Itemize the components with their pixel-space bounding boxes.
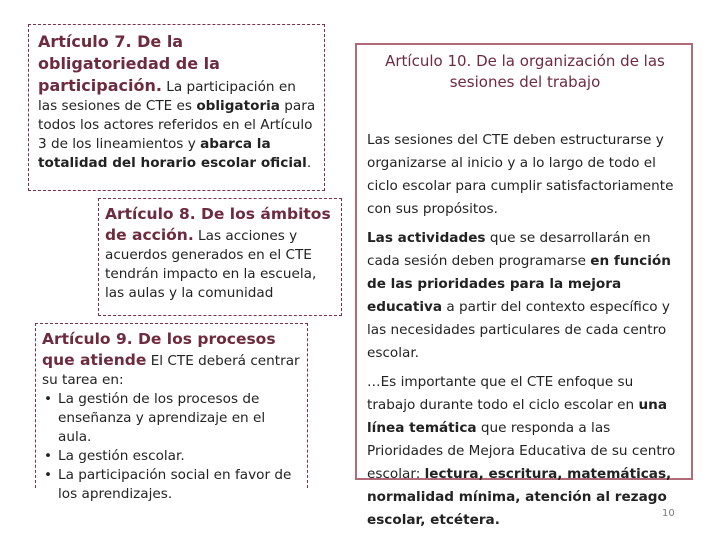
article-7-text-2: para todos los actores referidos en el Artículo 3 de los lineamientos y [38, 98, 316, 152]
article-10-paragraph-1: Las sesiones del CTE deben estructurarse y organizarse al inicio y a lo largo de todo el ciclo escolar para cumplir satisfactoriamente con sus propósitos. [367, 132, 674, 217]
article-7-bold-1: obligatoria [196, 98, 280, 114]
article-10-p3-text-2: que responda a las Prioridades de Mejora Educativa de su centro escolar: [367, 420, 676, 482]
article-10-p2-text-1: que se desarrollarán en cada sesión deben programarse [367, 230, 651, 269]
article-7-title: Artículo 7. De la obligatoriedad de la participación. [38, 32, 220, 95]
article-10-p3-bold-1: una línea temática [367, 397, 668, 436]
article-9-text [42, 329, 301, 390]
article-7-text-1: La participación en las sesiones de CTE es [38, 79, 296, 114]
list-item: • La gestión escolar. [42, 447, 301, 466]
article-9-intro: El CTE deberá centrar su tarea en: [42, 353, 300, 388]
article-8-box [98, 198, 342, 316]
article-8-title: Artículo 8. De los ámbitos de acción. [105, 205, 331, 244]
article-10-p2-bold-1: Las actividades [367, 230, 486, 246]
article-10-p2-bold-2: en función de las prioridades para la mejora educativa [367, 253, 671, 315]
page-number: 10 [662, 508, 675, 519]
list-item: • La participación social en favor de los aprendizajes. [42, 466, 301, 504]
article-10-p2-text-2: a partir del contexto específico y las necesidades particulares de cada centro escolar. [367, 299, 670, 361]
article-10-box [355, 43, 693, 528]
article-9-box [35, 323, 308, 502]
article-7-text-3: . [306, 155, 312, 171]
article-10-paragraph-2 [367, 227, 683, 365]
article-9-list [42, 390, 301, 504]
article-9-title: Artículo 9. De los procesos que atiende [42, 330, 276, 369]
article-8-text-1: Las acciones y acuerdos generados en el CTE tendrán impacto en la escuela, las aulas y la comunidad [105, 228, 317, 301]
article-7-text [38, 31, 318, 173]
list-item: • La gestión de los procesos de enseñanza y aprendizaje en el aula. [42, 390, 301, 447]
article-10-title: Artículo 10. De la organización de las sesiones del trabajo [385, 52, 665, 91]
article-10-p3-bold-2: lectura, escritura, matemáticas, normalidad mínima, atención al rezago escolar, etcétera. [367, 466, 672, 528]
article-10-p3-text-1: …Es importante que el CTE enfoque su trabajo durante todo el ciclo escolar en [367, 374, 639, 413]
article-7-box [28, 24, 325, 191]
article-10-paragraph-3 [367, 371, 683, 532]
article-7-bold-2: abarca la totalidad del horario escolar oficial [38, 136, 307, 171]
article-8-text [105, 204, 335, 303]
